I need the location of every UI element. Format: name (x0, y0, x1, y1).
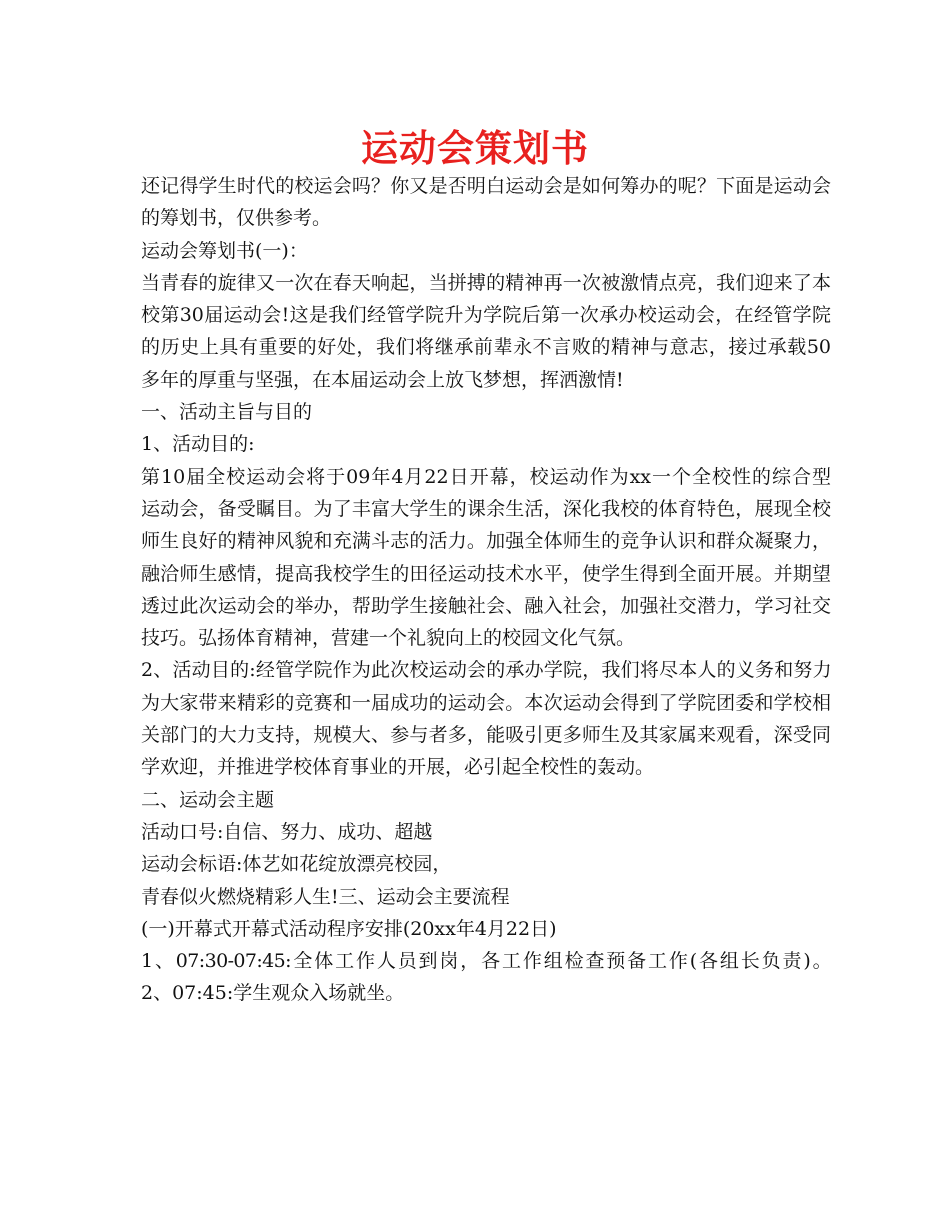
document-body (141, 170, 831, 1010)
text-line: (一)开幕式开幕式活动程序安排(20xx年4月22日) (141, 917, 557, 940)
text-line: 多年的厚重与坚强，在本届运动会上放飞梦想，挥洒激情! (141, 368, 624, 391)
subsection-heading: 1、活动目的: (141, 433, 255, 456)
text-line: 运动会筹划书(一)： (141, 239, 308, 262)
text-line: 第10届全校运动会将于09年4月22日开幕，校运动作为xx一个全校性的综合型 (141, 465, 831, 488)
text-line: 师生良好的精神风貌和充满斗志的活力。加强全体师生的竞争认识和群众凝聚力， (141, 530, 831, 553)
text-line: 运动会，备受瞩目。为了丰富大学生的课余生活，深化我校的体育特色，展现全校 (141, 497, 831, 520)
text-line: 活动口号:自信、努力、成功、超越 (141, 820, 433, 843)
text-line: 的历史上具有重要的好处，我们将继承前辈永不言败的精神与意志，接过承载50 (141, 336, 831, 359)
text-line: 学欢迎，并推进学校体育事业的开展，必引起全校性的轰动。 (141, 756, 655, 779)
text-line: 当青春的旋律又一次在春天响起，当拼搏的精神再一次被激情点亮，我们迎来了本 (141, 271, 831, 294)
text-line: 透过此次运动会的举办，帮助学生接触社会、融入社会，加强社交潜力，学习社交 (141, 594, 831, 617)
text-line: 为大家带来精彩的竞赛和一届成功的运动会。本次运动会得到了学院团委和学校相 (141, 691, 831, 714)
text-line: 2、07:45:学生观众入场就坐。 (141, 982, 405, 1005)
text-line: 技巧。弘扬体育精神，营建一个礼貌向上的校园文化气氛。 (141, 627, 636, 650)
text-line: 青春似火燃烧精彩人生!三、运动会主要流程 (141, 885, 510, 908)
text-line: 2、活动目的:经管学院作为此次校运动会的承办学院，我们将尽本人的义务和努力 (141, 659, 831, 682)
text-line: 校第30届运动会!这是我们经管学院升为学院后第一次承办校运动会，在经管学院 (141, 304, 831, 327)
text-line: 1、07:30-07:45:全体工作人员到岗，各工作组检查预备工作(各组长负责)。 (141, 950, 831, 973)
document-title: 运动会策划书 (361, 127, 589, 170)
text-line: 运动会标语:体艺如花绽放漂亮校园， (141, 853, 452, 876)
text-line: 关部门的大力支持，规模大、参与者多，能吸引更多师生及其家属来观看，深受同 (141, 724, 831, 747)
text-line: 的筹划书，仅供参考。 (141, 207, 332, 230)
text-line: 融洽师生感情，提高我校学生的田径运动技术水平，使学生得到全面开展。并期望 (141, 562, 831, 585)
section-heading: 二、运动会主题 (141, 788, 275, 811)
section-heading: 一、活动主旨与目的 (141, 401, 313, 424)
text-line: 还记得学生时代的校运会吗？你又是否明白运动会是如何筹办的呢？下面是运动会 (141, 175, 831, 197)
